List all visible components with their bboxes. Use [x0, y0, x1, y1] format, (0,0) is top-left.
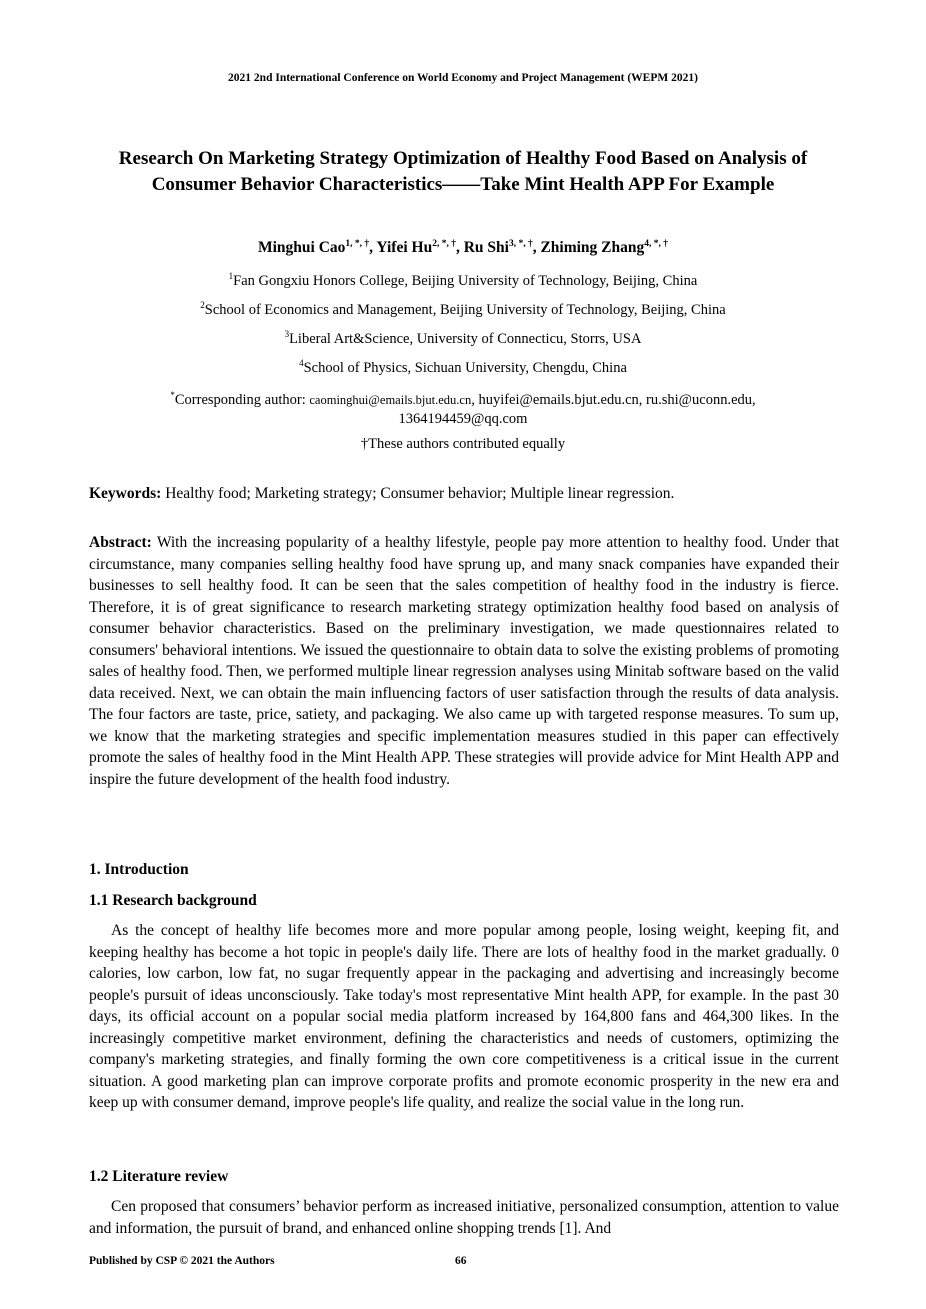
- equal-contribution-note: †These authors contributed equally: [360, 436, 566, 452]
- paragraph-literature-review: Cen proposed that consumers’ behavior perform as increased initiative, personalized consumption, attention to value and information, the pursuit of brand, and enhanced online shopping trends [1]. And: [89, 1198, 839, 1237]
- affiliation-2: [0, 300, 926, 319]
- email-link[interactable]: 1364194459@qq.com: [398, 410, 528, 427]
- author-name: Yifei Hu: [376, 239, 433, 257]
- abstract: [89, 532, 839, 790]
- keywords-text: Healthy food; Marketing strategy; Consumer behavior; Multiple linear regression.: [161, 485, 675, 502]
- affiliation-text: Fan Gongxiu Honors College, Beijing University of Technology, Beijing, China: [233, 272, 698, 289]
- affiliation-text: School of Economics and Management, Beijing University of Technology, Beijing, China: [204, 301, 726, 318]
- abstract-label: Abstract:: [89, 534, 152, 551]
- author-separator: ,: [369, 239, 377, 257]
- corresponding-mark: *: [170, 390, 175, 400]
- subsection-heading-research-background: 1.1 Research background: [89, 892, 257, 909]
- email-list[interactable]: , huyifei@emails.bjut.edu.cn, ru.shi@uconn.edu,: [471, 391, 756, 408]
- affiliation-number: 1: [228, 271, 234, 281]
- affiliation-3: [0, 329, 926, 348]
- author-affiliation-marks: 3, *, †: [508, 239, 533, 249]
- paper-title: Research On Marketing Strategy Optimization of Healthy Food Based on Analysis of Consumer Behavior Characteristics——Take Mint Health APP For Example: [118, 148, 808, 195]
- affiliation-text: School of Physics, Sichuan University, Chengdu, China: [303, 359, 627, 376]
- author-name: Minghui Cao: [257, 239, 346, 257]
- affiliation-1: [0, 271, 926, 290]
- paragraph-research-background: As the concept of healthy life becomes more and more popular among people, losing weight, keeping fit, and keeping healthy has become a hot topic in people's daily life. There are lots of healthy food in the market gradually. 0 calories, low carbon, low fat, no sugar frequently appear in the packaging and advertising and increasingly become people's pursuit of ideas unconsciously. Take today's most representative Mint health APP, for example. In the past 30 days, its official account on a popular social media platform increased by 164,800 fans and 464,300 likes. In the increasingly competitive market environment, defining the characteristics and needs of customers, optimizing the company's marketing strategies, and finally forming the own core competitiveness is a critical issue in the current situation. A good marketing plan can improve corporate profits and promote economic prosperity in the new era and keep up with consumer demand, improve people's life quality, and realize the social value in the long run.: [89, 922, 839, 1111]
- author-name: Zhiming Zhang: [540, 239, 645, 257]
- conference-header: 2021 2nd International Conference on World Economy and Project Management (WEPM 2021): [228, 72, 698, 84]
- author-affiliation-marks: 1, *, †: [345, 239, 370, 249]
- affiliation-number: 2: [200, 300, 205, 310]
- email-link[interactable]: caominghui@emails.bjut.edu.cn: [309, 392, 472, 407]
- author-list: [0, 239, 926, 257]
- affiliation-4: [0, 358, 926, 377]
- affiliation-number: 4: [299, 358, 304, 368]
- page-number: 66: [455, 1255, 467, 1267]
- keywords: [89, 483, 839, 505]
- subsection-heading-literature-review: 1.2 Literature review: [89, 1168, 229, 1185]
- publisher-footer: Published by CSP © 2021 the Authors: [89, 1255, 275, 1267]
- author-affiliation-marks: 4, *, †: [644, 239, 668, 249]
- section-heading-introduction: 1. Introduction: [89, 861, 189, 878]
- corresponding-label: Corresponding author:: [174, 391, 310, 408]
- author-separator: ,: [455, 239, 464, 257]
- affiliation-text: Liberal Art&Science, University of Connecticu, Storrs, USA: [289, 330, 642, 347]
- keywords-label: Keywords:: [89, 485, 162, 502]
- author-name: Ru Shi: [463, 239, 509, 257]
- author-affiliation-marks: 2, *, †: [432, 239, 456, 249]
- corresponding-author: [90, 386, 836, 429]
- affiliation-number: 3: [284, 329, 290, 339]
- abstract-text: With the increasing popularity of a healthy lifestyle, people pay more attention to healthy food. Under that circumstance, many companies selling healthy food have sprung up, and many snack companies have expanded their businesses to sell healthy food. It can be seen that the sales competition of healthy food in the industry is fierce. Therefore, it is of great significance to research marketing strategy optimization healthy food based on analysis of consumer behavior characteristics. Based on the preliminary investigation, we made questionnaires related to consumers' behavioral intentions. We issued the questionnaire to obtain data to solve the existing problems of promoting sales of healthy food. Then, we performed multiple linear regression analyses using Minitab software based on the valid data received. Next, we can obtain the main influencing factors of user satisfaction through the results of data analysis. The four factors are taste, price, satiety, and packaging. We also came up with targeted response measures. To sum up, we know that the marketing strategies and specific implementation measures studied in this paper can effectively promote the sales of healthy food in the Mint Health APP. These strategies will provide advice for Mint Health APP and inspire the future development of the health food industry.: [89, 534, 839, 788]
- author-separator: ,: [532, 239, 541, 257]
